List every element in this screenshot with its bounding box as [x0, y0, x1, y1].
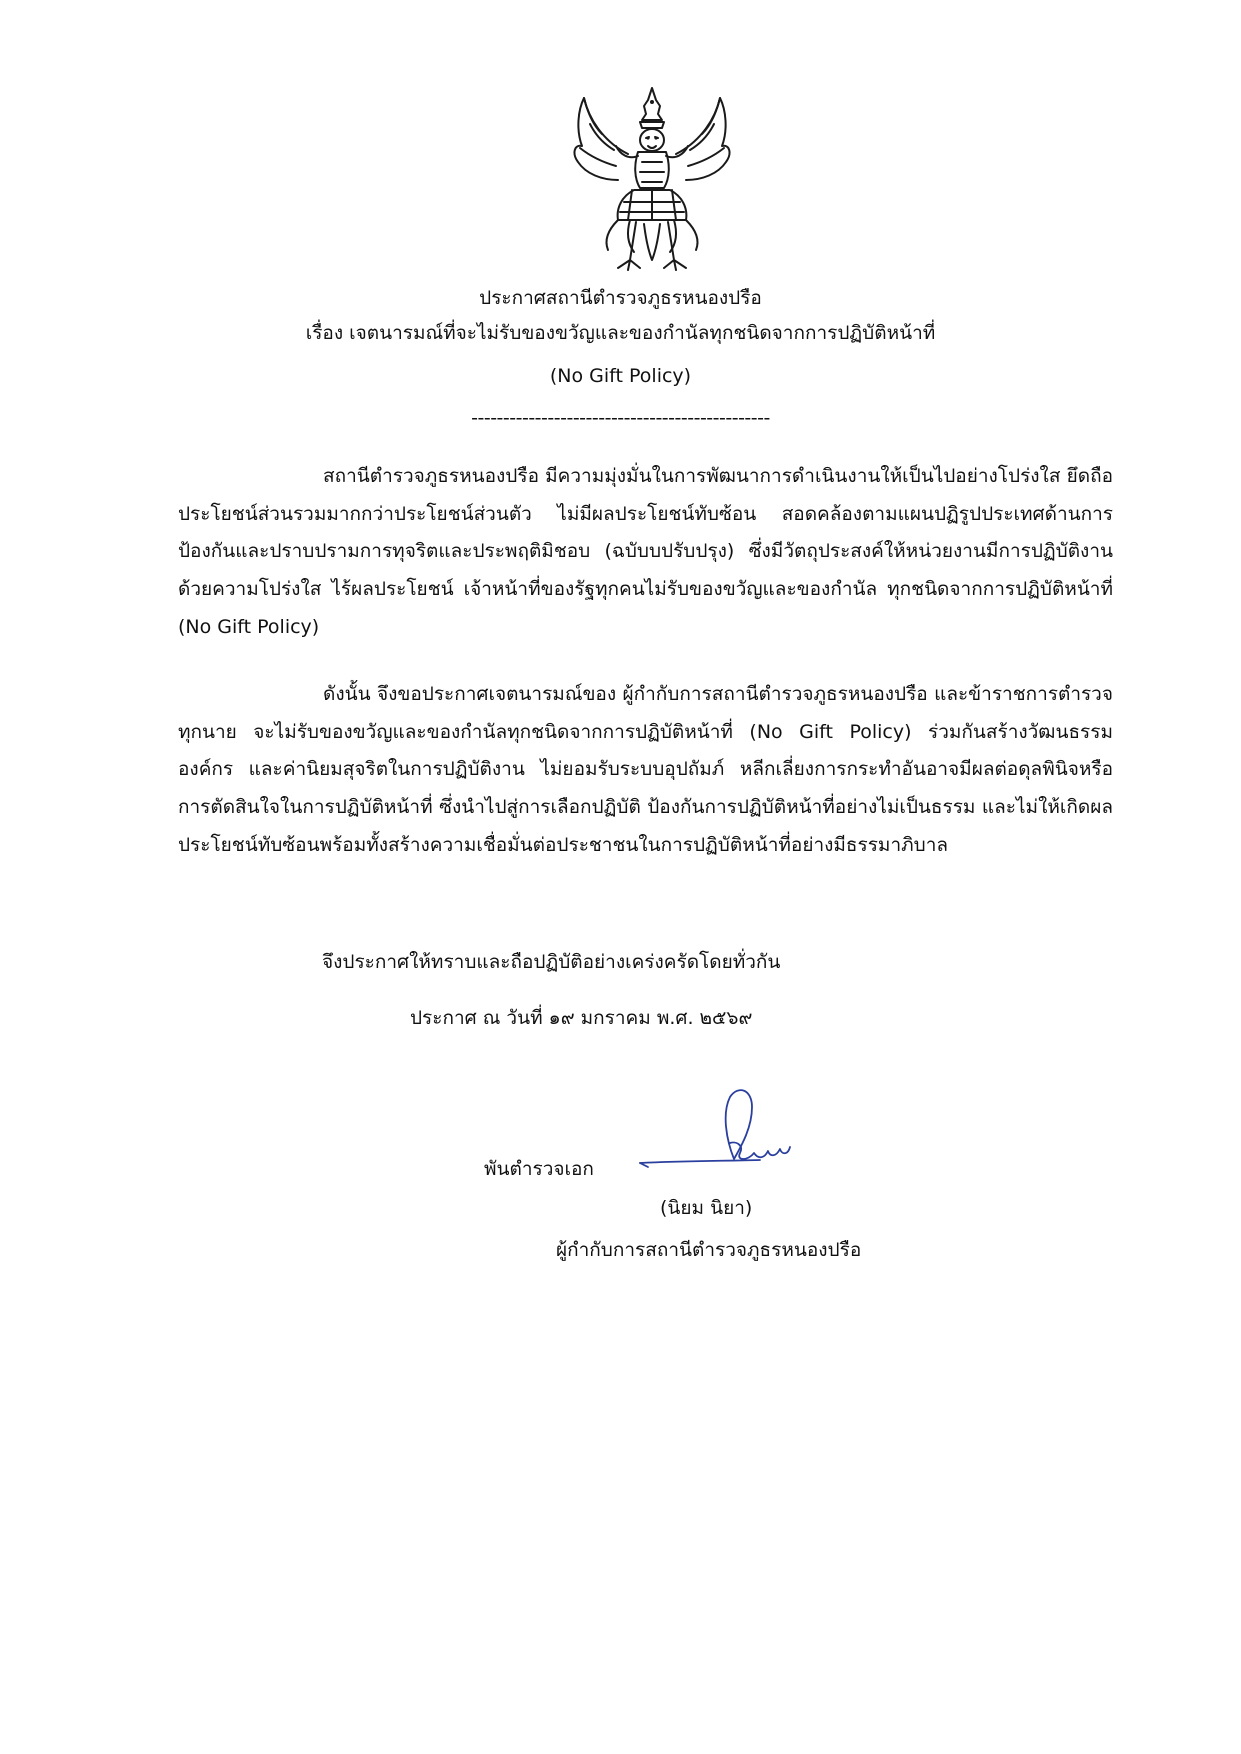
signatory-position: ผู้กำกับการสถานีตำรวจภูธรหนองปรือ [556, 1239, 862, 1261]
signatory-name: (นิยม นิยา) [660, 1197, 753, 1219]
agency-title: ประกาศสถานีตำรวจภูธรหนองปรือ [479, 287, 762, 309]
body-paragraph-1-container [178, 458, 1113, 647]
garuda-emblem-icon [568, 84, 736, 274]
body-paragraph-1: สถานีตำรวจภูธรหนองปรือ มีความมุ่งมั่นในการพัฒนาการดำเนินงานให้เป็นไปอย่างโปร่งใส ยึดถือประโยชน์ส่วนรวมมากกว่าประโยชน์ส่วนตัว ไม่มีผลประโยชน์ทับซ้อน สอดคล้องตามแผนปฏิรูปประเทศด้านการป้องกันและปราบปรามการทุจริตและประพฤติมิชอบ (ฉบับบปรับปรุง) ซึ่งมีวัตถุประสงค์ให้หน่วยงานมีการปฏิบัติงานด้วยความโปร่งใส ไร้ผลประโยชน์ เจ้าหน้าที่ของรัฐทุกคนไม่รับของขวัญและของกำนัล ทุกชนิดจากการปฏิบัติหน้าที่ (No Gift Policy) [178, 465, 1113, 638]
handwritten-signature-icon [630, 1083, 830, 1183]
subject-line: เรื่อง เจตนารมณ์ที่จะไม่รับของขวัญและของกำนัลทุกชนิดจากการปฏิบัติหน้าที่ [305, 322, 936, 344]
body-paragraph-2-container [178, 676, 1113, 865]
policy-name: (No Gift Policy) [549, 365, 692, 387]
body-paragraph-2: ดังนั้น จึงขอประกาศเจตนารมณ์ของ ผู้กำกับการสถานีตำรวจภูธรหนองปรือ และข้าราชการตำรวจทุกนาย จะไม่รับของขวัญและของกำนัลทุกชนิดจากการปฏิบัติหน้าที่ (No Gift Policy) ร่วมกันสร้างวัฒนธรรมองค์กร และค่านิยมสุจริตในการปฏิบัติงาน ไม่ยอมรับระบบอุปถัมภ์ หลีกเลี่ยงการกระทำอันอาจมีผลต่อดุลพินิจหรือการตัดสินใจในการปฏิบัติหน้าที่ ซึ่งนำไปสู่การเลือกปฏิบัติ ป้องกันการปฏิบัติหน้าที่อย่างไม่เป็นธรรม และไม่ให้เกิดผลประโยชน์ทับซ้อนพร้อมทั้งสร้างความเชื่อมั่นต่อประชาชนในการปฏิบัติหน้าที่อย่างมีธรรมาภิบาล [178, 683, 1113, 856]
announcement-date: ประกาศ ณ วันที่ ๑๙ มกราคม พ.ศ. ๒๕๖๙ [410, 1007, 753, 1029]
header-divider: ----------------------------------------------- [471, 407, 770, 429]
closing-statement: จึงประกาศให้ทราบและถือปฏิบัติอย่างเคร่งครัดโดยทั่วกัน [322, 951, 781, 973]
signatory-rank: พันตำรวจเอก [484, 1158, 594, 1180]
